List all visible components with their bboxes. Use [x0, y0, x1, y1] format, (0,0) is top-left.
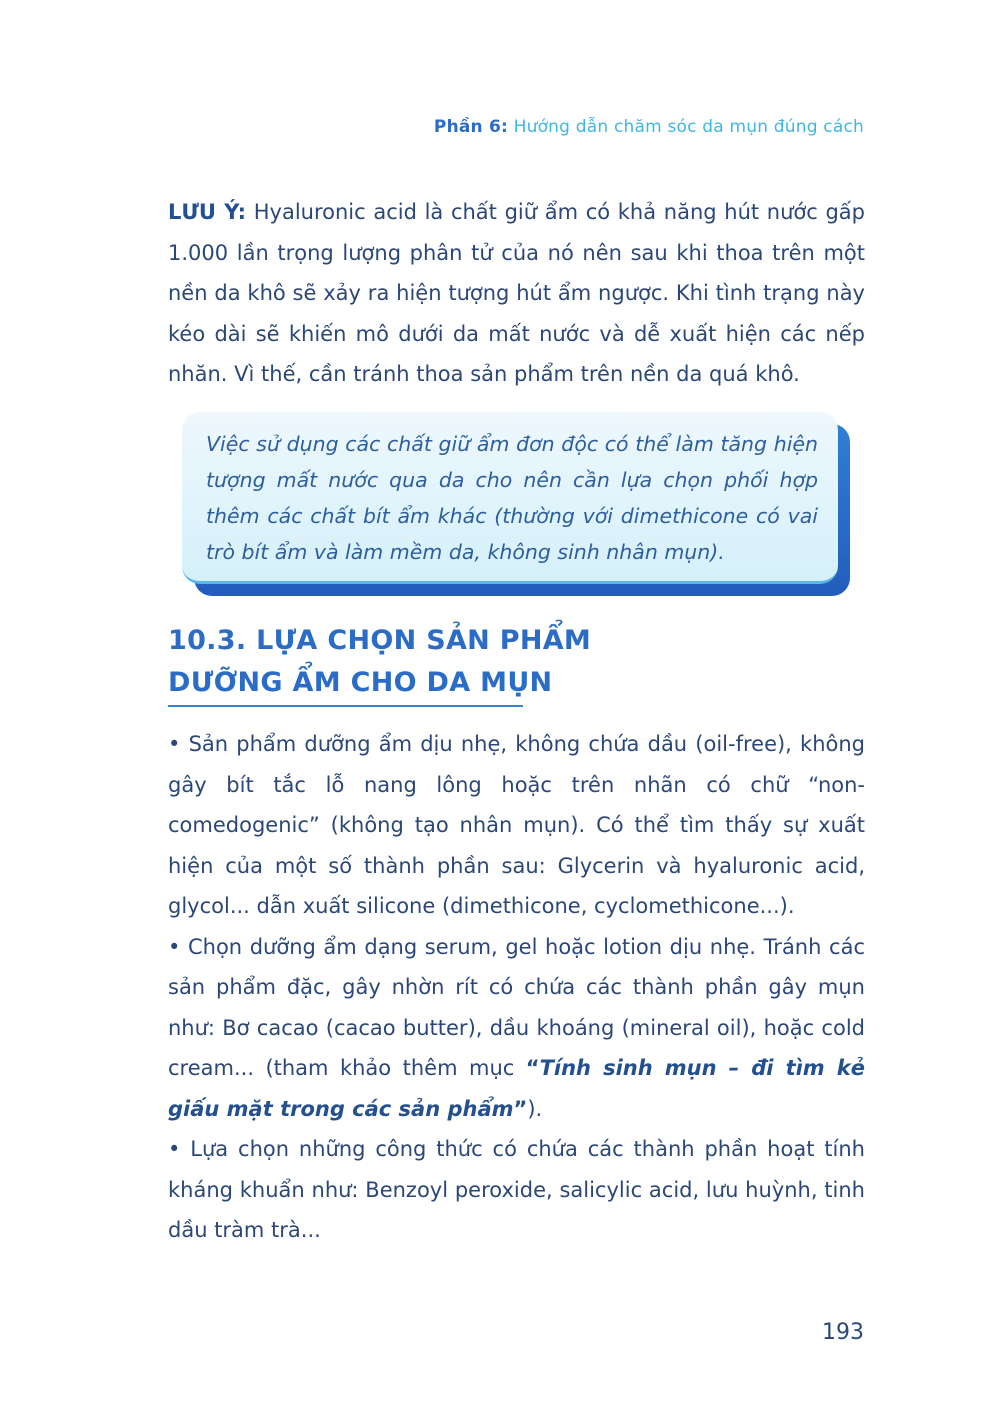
bullet-list: [168, 724, 865, 1251]
running-header: [434, 117, 864, 137]
note-label: LƯU Ý:: [168, 200, 247, 224]
section-heading-line-2: DƯỠNG ẨM CHO DA MỤN: [168, 667, 553, 698]
note-text: Hyaluronic acid là chất giữ ẩm có khả năng hút nước gấp 1.000 lần trọng lượng phân tử của nó nên sau khi thoa trên một nền da khô sẽ xảy ra hiện tượng hút ẩm ngược. Khi tình trạng này kéo dài sẽ khiến mô dưới da mất nước và dễ xuất hiện các nếp nhăn. Vì thế, cần tránh thoa sản phẩm trên nền da quá khô.: [168, 200, 865, 386]
section-heading-line-1: 10.3. LỰA CHỌN SẢN PHẨM: [168, 625, 592, 656]
note-paragraph: [168, 192, 865, 395]
section-heading: [168, 620, 688, 704]
reference-quote-open: “: [525, 1056, 540, 1080]
header-part-label: Phần 6:: [433, 117, 509, 137]
page-number: 193: [822, 1320, 864, 1345]
bullet-item-2-text: • Chọn dưỡng ẩm dạng serum, gel hoặc lotion dịu nhẹ. Tránh các sản phẩm đặc, gây nhờn rít có chứa các thành phần gây mụn như: Bơ cacao (cacao butter), dầu khoáng (mineral oil), hoặc cold cream... (tham khảo thêm mục: [168, 934, 865, 1080]
header-part-title: Hướng dẫn chăm sóc da mụn đúng cách: [513, 117, 864, 137]
reference-title: Tính sinh mụn – đi tìm kẻ giấu mặt trong các sản phẩm: [168, 1056, 865, 1121]
section-underline: [168, 705, 523, 707]
bullet-item-3: • Lựa chọn những công thức có chứa các thành phần hoạt tính kháng khuẩn như: Benzoyl peroxide, salicylic acid, lưu huỳnh, tinh dầu tràm trà...: [168, 1137, 865, 1242]
reference-quote-close: ”: [513, 1096, 528, 1121]
callout-text: Việc sử dụng các chất giữ ẩm đơn độc có thể làm tăng hiện tượng mất nước qua da cho nên cần lựa chọn phối hợp thêm các chất bít ẩm khác (thường với dimethicone có vai trò bít ẩm và làm mềm da, không sinh nhân mụn).: [206, 432, 818, 564]
bullet-item-1: • Sản phẩm dưỡng ẩm dịu nhẹ, không chứa dầu (oil-free), không gây bít tắc lỗ nang lông hoặc trên nhãn có chữ “non-comedogenic” (không tạo nhân mụn). Có thể tìm thấy sự xuất hiện của một số thành phần sau: Glycerin và hyaluronic acid, glycol... dẫn xuất silicone (dimethicone, cyclomethicone...).: [168, 732, 865, 918]
bullet-item-2: [168, 927, 865, 1130]
callout-box: [182, 412, 850, 596]
callout-panel: [182, 412, 838, 584]
bullet-item-2-end: ).: [527, 1096, 543, 1121]
